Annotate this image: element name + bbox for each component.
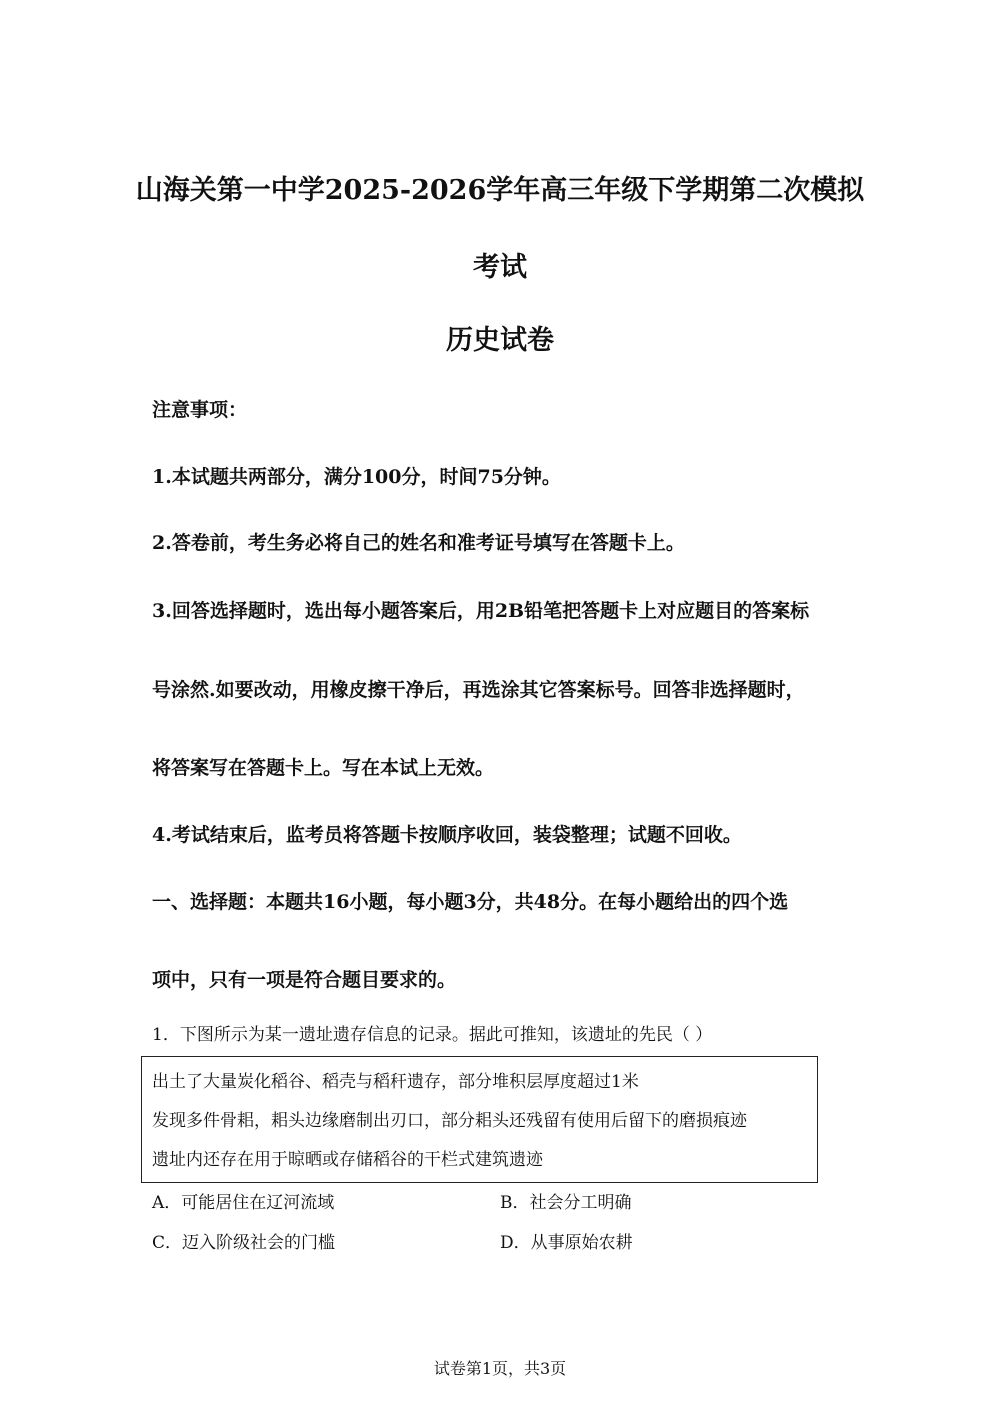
option-d: D．从事原始农耕 [500,1233,633,1253]
subject-title: 历史试卷 [446,325,554,356]
option-b: B．社会分工明确 [500,1193,632,1213]
notice-item-3-line1: 3.回答选择题时，选出每小题答案后，用2B铅笔把答题卡上对应题目的答案标 [152,600,810,622]
material-line-3: 遗址内还存在用于晾晒或存储稻谷的干栏式建筑遗迹 [152,1150,543,1170]
notice-item-3-line3: 将答案写在答题卡上。写在本试上无效。 [152,757,495,779]
exam-title-line2: 考试 [473,252,527,283]
question-1-stem: 1．下图所示为某一遗址遗存信息的记录。据此可推知，该遗址的先民（ ） [152,1025,713,1045]
notice-item-2: 2.答卷前，考生务必将自己的姓名和准考证号填写在答题卡上。 [152,532,685,554]
option-a: A．可能居住在辽河流域 [152,1193,335,1213]
material-line-1: 出土了大量炭化稻谷、稻壳与稻秆遗存，部分堆积层厚度超过1米 [152,1072,639,1092]
material-line-2: 发现多件骨耜，耜头边缘磨制出刃口，部分耜头还残留有使用后留下的磨损痕迹 [152,1111,747,1131]
option-c: C．迈入阶级社会的门槛 [152,1233,336,1253]
question-1-material-box [141,1056,818,1183]
exam-title-line1: 山海关第一中学2025-2026学年高三年级下学期第二次模拟 [135,175,865,206]
notice-item-4: 4.考试结束后，监考员将答题卡按顺序收回，装袋整理；试题不回收。 [152,824,742,846]
notice-heading: 注意事项： [152,399,248,421]
page-footer: 试卷第1页，共3页 [433,1359,567,1378]
notice-item-3-line2: 号涂然.如要改动，用橡皮擦干净后，再选涂其它答案标号。回答非选择题时， [152,679,805,701]
notice-item-1: 1.本试题共两部分，满分100分，时间75分钟。 [152,466,561,488]
section-heading-line2: 项中，只有一项是符合题目要求的。 [152,969,457,991]
section-heading-line1: 一、选择题：本题共16小题，每小题3分，共48分。在每小题给出的四个选 [152,891,789,913]
